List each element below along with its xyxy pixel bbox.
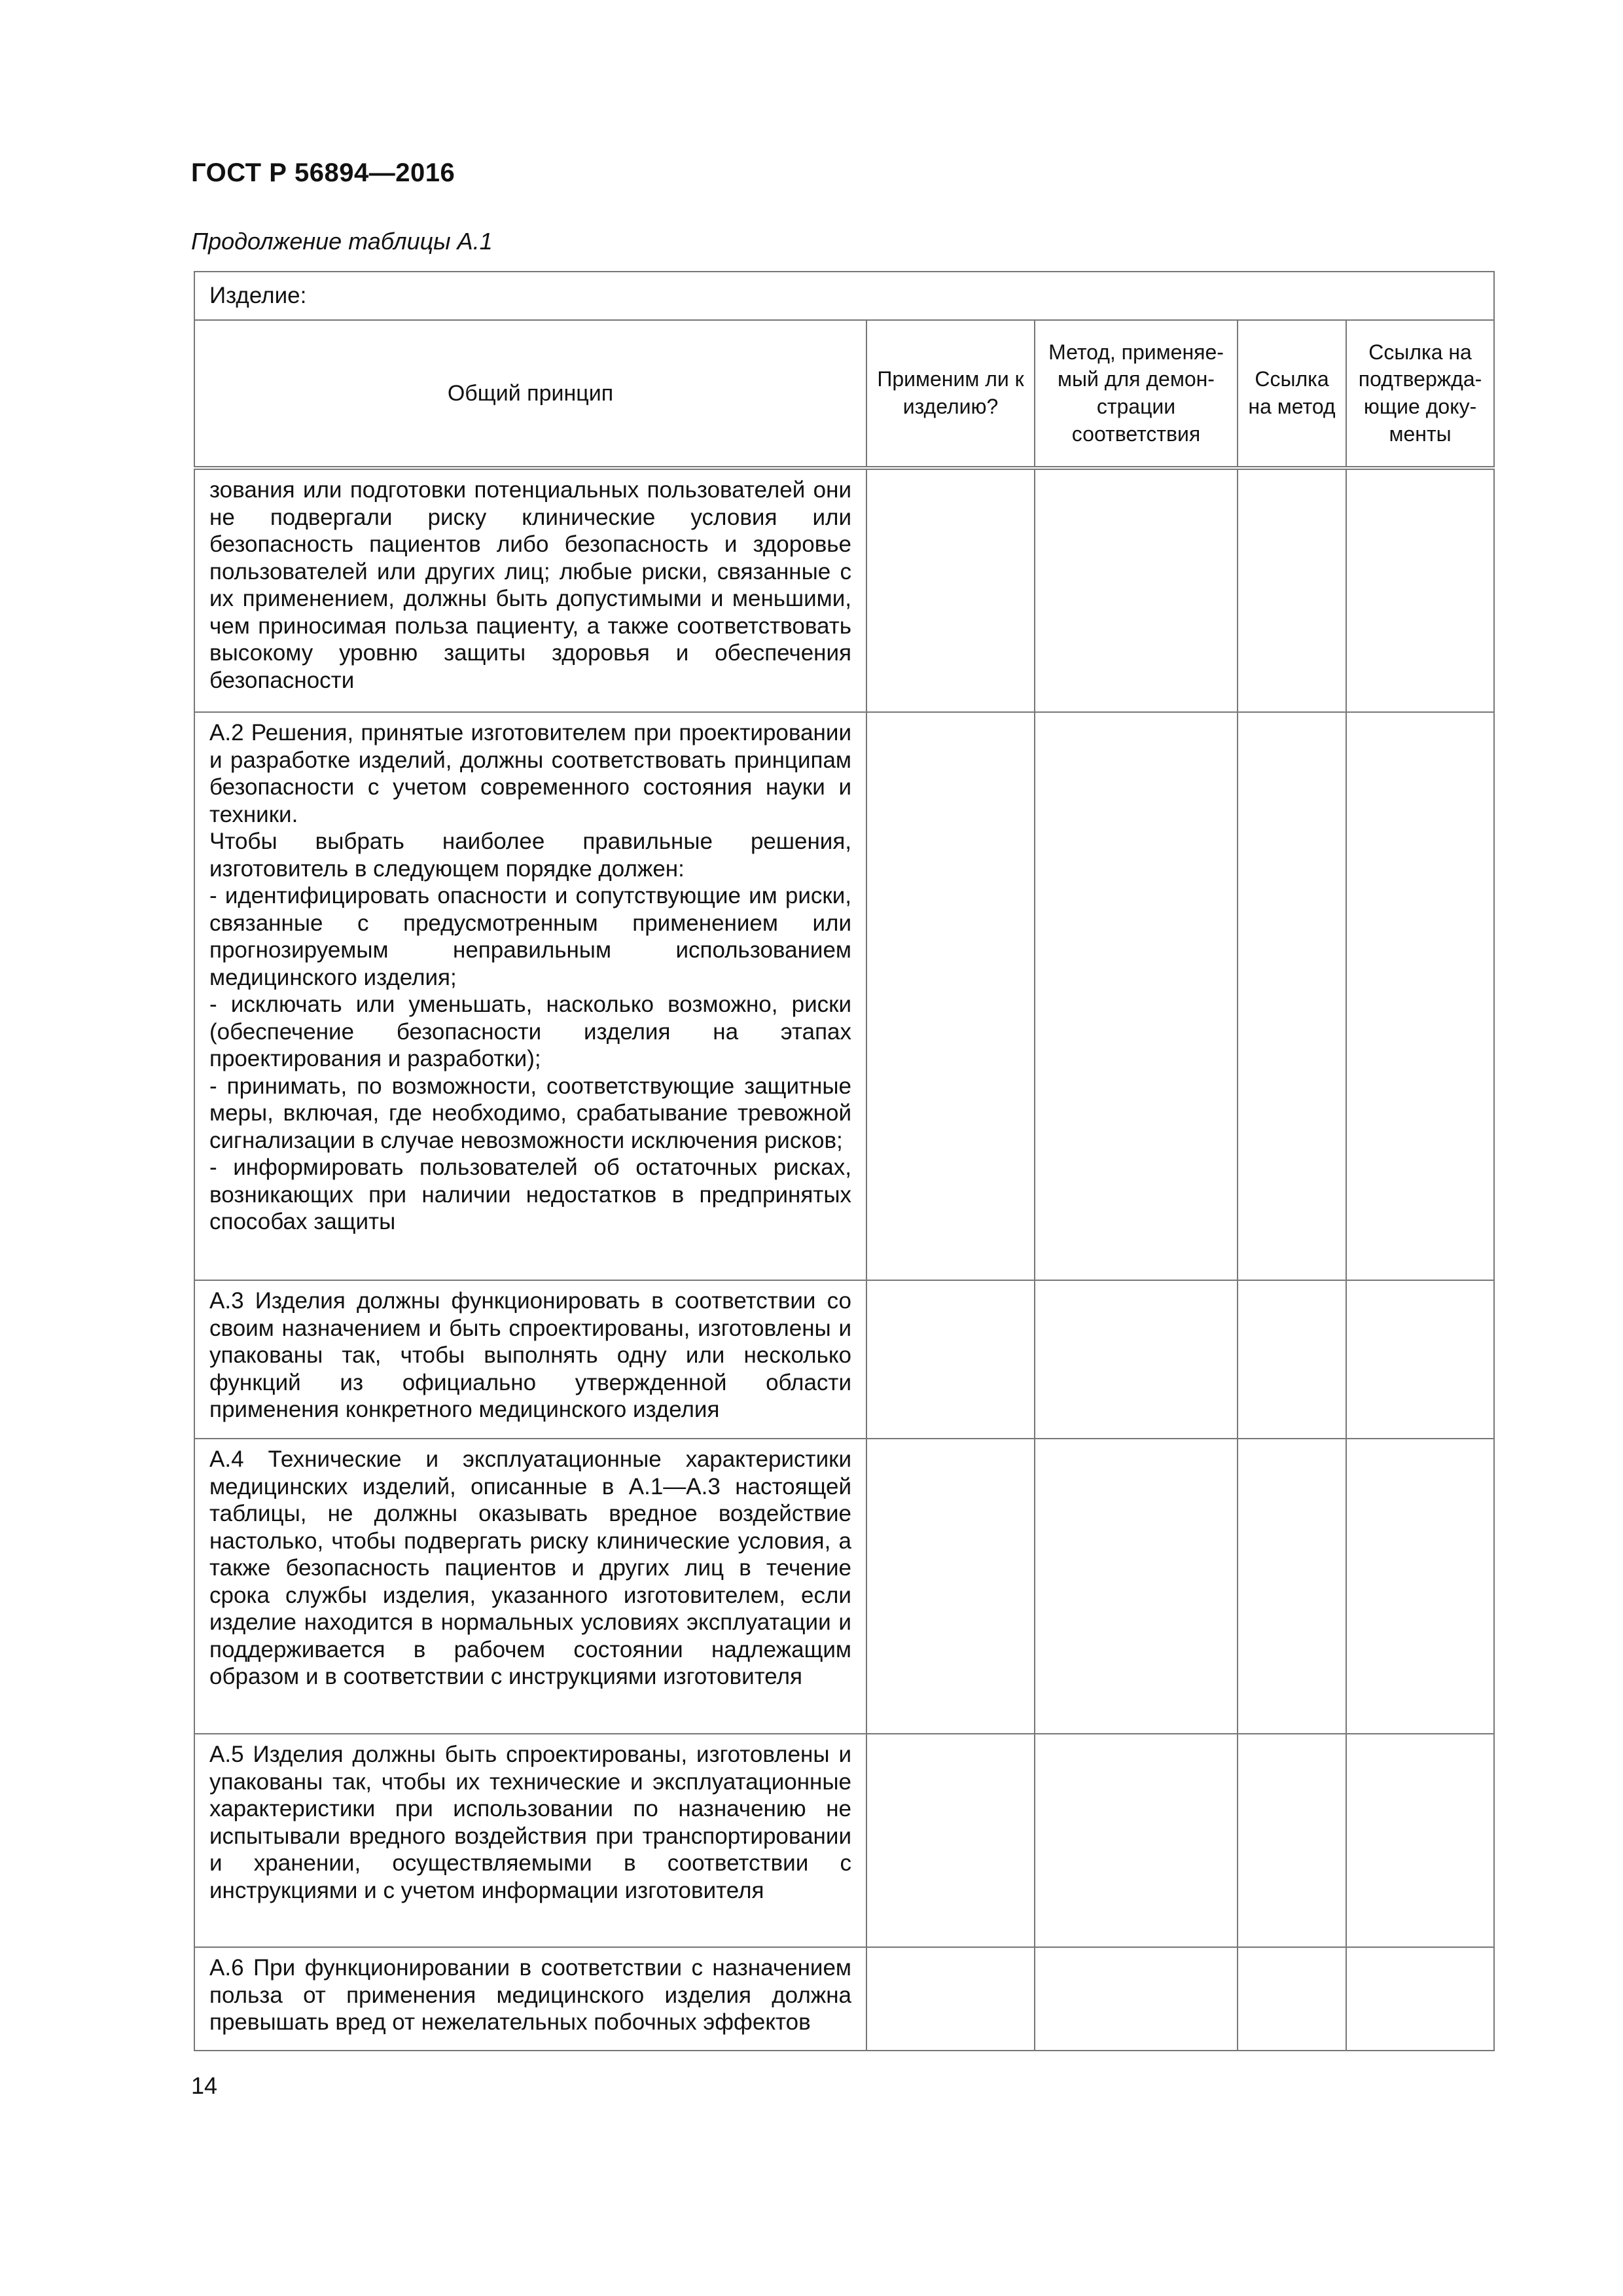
table-row [194,1439,1494,1734]
table-row [194,468,1494,712]
table-caption: Продолжение таблицы А.1 [191,228,493,255]
applicable-cell [866,1280,1035,1439]
documents-reference-cell [1346,1734,1494,1947]
page-number: 14 [191,2072,218,2099]
documents-reference-cell [1346,468,1494,712]
method-cell [1035,468,1238,712]
table-row [194,712,1494,1280]
principle-text: зования или подготовки потенциальных пользователей они не подвергали риску клинические условия или безопасность пациентов либо безопасность и здоровье пользователей или других лиц; любые риски, связанные с их применением, должны быть допустимыми и меньшими, чем приносимая польза пациенту, а также соответствовать высокому уровню защиты здоровья и обеспечения безопасности [194,468,866,712]
principle-text: А.3 Изделия должны функционировать в соответствии со своим назначением и быть спроектированы, изготовлены и упакованы так, чтобы выполнять одну или несколько функций из официально утвержденной области применения конкретного медицинского изделия [194,1280,866,1439]
principle-text: А.6 При функционировании в соответствии с назначением польза от применения медицинского изделия должна превышать вред от нежелательных побочных эффектов [194,1947,866,2051]
method-reference-cell [1238,1947,1346,2051]
method-reference-cell [1238,468,1346,712]
requirements-table [194,271,1495,2051]
principle-text: А.4 Технические и эксплуатационные характеристики медицинских изделий, описанные в А.1—А.3 настоящей таблицы, не должны оказывать вредное воздействие настолько, чтобы подвергать риску клинические условия, а также безопасность пациентов и других лиц в течение срока службы изделия, указанного изготовителем, если изделие находится в нормальных условиях эксплуатации и поддерживается в рабочем состоянии надлежащим образом и в соответствии с инструкциями изготовителя [194,1439,866,1734]
applicable-cell [866,1439,1035,1734]
table-row [194,1947,1494,2051]
column-header-method-reference: Ссылка на метод [1238,320,1346,468]
table-row [194,1280,1494,1439]
method-reference-cell [1238,712,1346,1280]
method-cell [1035,1439,1238,1734]
applicable-cell [866,1947,1035,2051]
documents-reference-cell [1346,712,1494,1280]
document-code: ГОСТ Р 56894—2016 [191,158,455,187]
product-row [194,272,1494,320]
column-header-principle: Общий принцип [194,320,866,468]
documents-reference-cell [1346,1280,1494,1439]
column-header-applicable: Применим ли к изделию? [866,320,1035,468]
method-cell [1035,1734,1238,1947]
principle-text: А.5 Изделия должны быть спроектированы, изготовлены и упакованы так, чтобы их технические и эксплуатационные характеристики при использовании по назначению не испытывали вредного воздействия при транспортировании и хранении, осуществляемыми в соответствии с инструкциями и с учетом информации изготовителя [194,1734,866,1947]
table-row [194,1734,1494,1947]
method-cell [1035,1280,1238,1439]
method-cell [1035,712,1238,1280]
column-header-documents-reference: Ссылка на подтвержда-ющие доку-менты [1346,320,1494,468]
applicable-cell [866,712,1035,1280]
method-reference-cell [1238,1439,1346,1734]
documents-reference-cell [1346,1947,1494,2051]
column-header-method: Метод, применяе-мый для демон-страции соответствия [1035,320,1238,468]
applicable-cell [866,468,1035,712]
method-reference-cell [1238,1280,1346,1439]
method-reference-cell [1238,1734,1346,1947]
applicable-cell [866,1734,1035,1947]
method-cell [1035,1947,1238,2051]
principle-text: А.2 Решения, принятые изготовителем при проектировании и разработке изделий, должны соответствовать принципам безопасности с учетом современного состояния науки и техники. Чтобы выбрать наиболее правильные решения, изготовитель в следующем порядке должен: - идентифицировать опасности и сопутствующие им риски, связанные с предусмотренным применением или прогнозируемым неправильным использованием медицинского изделия; - исключать или уменьшать, насколько возможно, риски (обеспечение безопасности изделия на этапах проектирования и разработки); - принимать, по возможности, соответствующие защитные меры, включая, где необходимо, срабатывание тревожной сигнализации в случае невозможности исключения рисков; - информировать пользователей об остаточных рисках, возникающих при наличии недостатков в предпринятых способах защиты [194,712,866,1280]
documents-reference-cell [1346,1439,1494,1734]
product-label: Изделие: [194,272,1494,320]
table-header-row [194,320,1494,468]
